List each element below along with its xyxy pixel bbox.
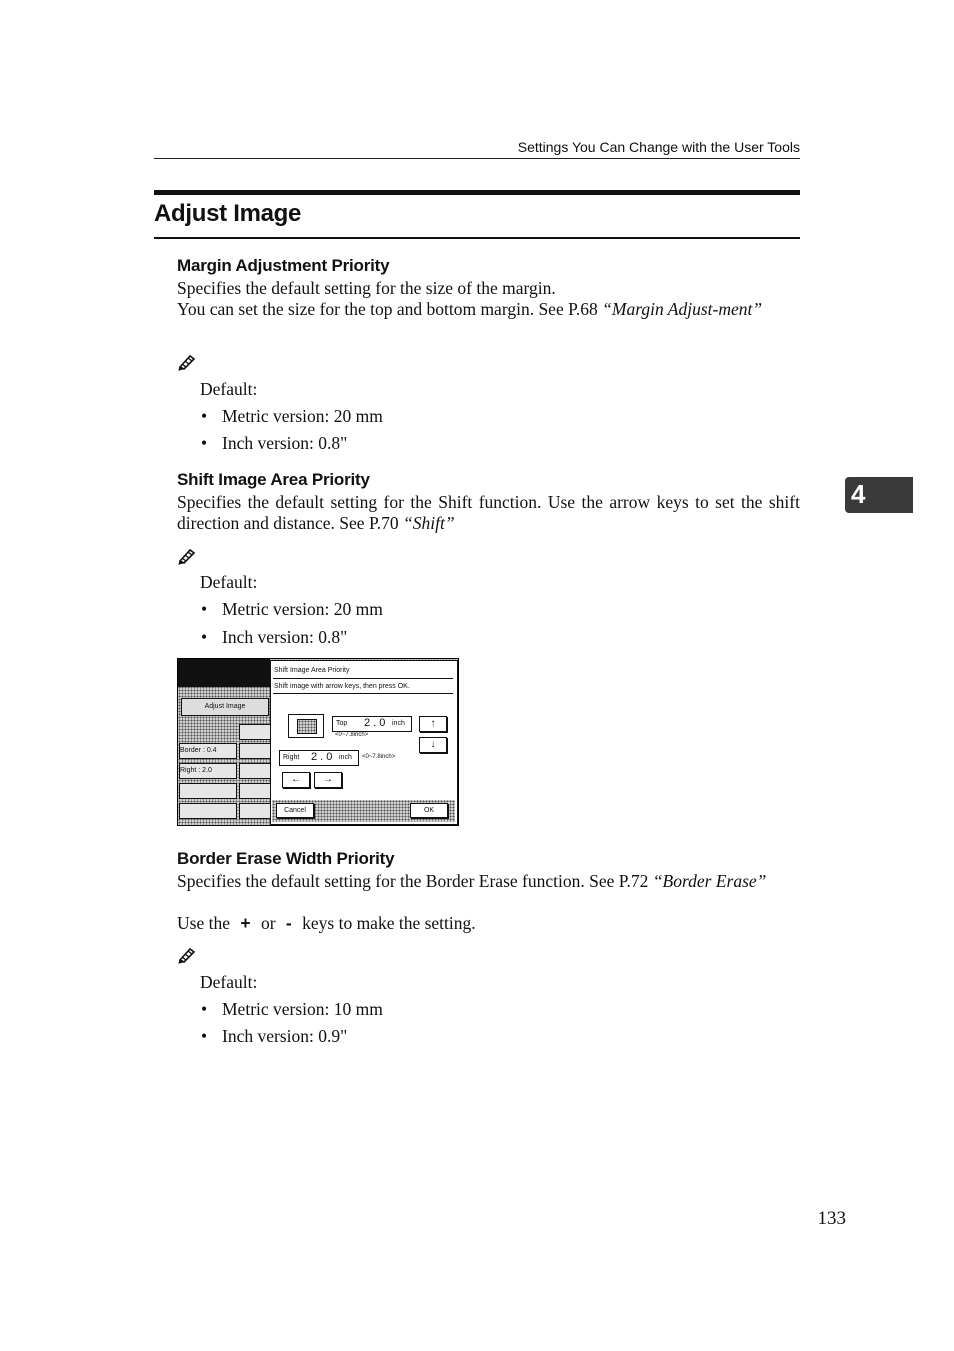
running-header: Settings You Can Change with the User Tools	[517, 139, 800, 155]
cancel-button[interactable]: Cancel	[276, 803, 314, 818]
note-pencil-icon	[177, 547, 197, 565]
left-item-right[interactable]: Right : 2.0	[179, 763, 237, 779]
note-pencil-icon	[177, 946, 197, 964]
shift-link: “Shift”	[403, 512, 455, 533]
minus-key: -	[285, 913, 292, 933]
ok-button[interactable]: OK	[410, 803, 448, 818]
section-title: Adjust Image	[154, 200, 302, 227]
top-range: <0~7.8inch>	[335, 732, 369, 738]
section-top-rule	[154, 190, 800, 195]
list-item: • Inch version: 0.8"	[201, 627, 348, 647]
left-panel-header-bar	[178, 659, 270, 687]
border-keys-instruction: Use the + or - keys to make the setting.	[177, 913, 476, 933]
left-partial-button[interactable]	[239, 803, 271, 819]
margin-line1: Specifies the default setting for the size of the margin.	[177, 278, 556, 298]
dialog-instruction: Shift image with arrow keys, then press OK.	[274, 683, 410, 690]
note-pencil-icon	[177, 353, 197, 371]
margin-description	[177, 278, 800, 319]
left-arrow-button[interactable]: ←	[282, 772, 310, 788]
chapter-tab: 4	[845, 477, 913, 513]
dialog-title: Shift Image Area Priority	[274, 667, 350, 674]
margin-default-label: Default:	[200, 379, 258, 399]
left-empty-button[interactable]	[179, 783, 237, 799]
border-description: Specifies the default setting for the Border Erase function. See P.72 “Border Erase”	[177, 871, 767, 891]
image-position-icon	[288, 714, 324, 738]
list-item: • Inch version: 0.8"	[201, 433, 348, 453]
margin-line2: You can set the size for the top and bottom margin. See P.68	[177, 298, 603, 319]
left-partial-button[interactable]	[239, 724, 271, 740]
down-arrow-button[interactable]: ↓	[419, 737, 447, 753]
margin-link: “Margin Adjust-ment”	[602, 298, 763, 319]
section-bottom-rule	[154, 237, 800, 239]
list-item: • Metric version: 10 mm	[201, 999, 383, 1019]
right-range: <0~7.8inch>	[362, 754, 396, 760]
border-heading: Border Erase Width Priority	[177, 849, 395, 868]
border-default-label: Default:	[200, 972, 258, 992]
list-item: • Metric version: 20 mm	[201, 406, 383, 426]
list-item: • Inch version: 0.9"	[201, 1026, 348, 1046]
left-empty-button[interactable]	[179, 803, 237, 819]
right-arrow-button[interactable]: →	[314, 772, 342, 788]
up-arrow-button[interactable]: ↑	[419, 716, 447, 732]
border-link: “Border Erase”	[652, 871, 767, 891]
shift-screen-illustration	[177, 658, 459, 826]
left-item-border[interactable]: Border : 0.4	[179, 743, 237, 759]
header-rule	[154, 158, 800, 159]
shift-dialog	[270, 660, 458, 825]
left-panel-title: Adjust Image	[181, 698, 269, 716]
left-partial-button[interactable]	[239, 783, 271, 799]
shift-default-label: Default:	[200, 572, 258, 592]
list-item: • Metric version: 20 mm	[201, 599, 383, 619]
left-partial-button[interactable]	[239, 763, 271, 779]
plus-key: +	[240, 913, 251, 933]
left-partial-button[interactable]	[239, 743, 271, 759]
shift-description: Specifies the default setting for the Shift function. Use the arrow keys to set the shift direction and distance. See P.70 “Shift”	[177, 492, 800, 533]
page-number: 133	[817, 1208, 846, 1229]
right-value-field[interactable]: Right 2 . 0 inch	[279, 750, 359, 766]
shift-heading: Shift Image Area Priority	[177, 470, 370, 489]
top-value-field[interactable]: Top 2 . 0 inch	[332, 716, 412, 732]
margin-heading: Margin Adjustment Priority	[177, 256, 390, 275]
